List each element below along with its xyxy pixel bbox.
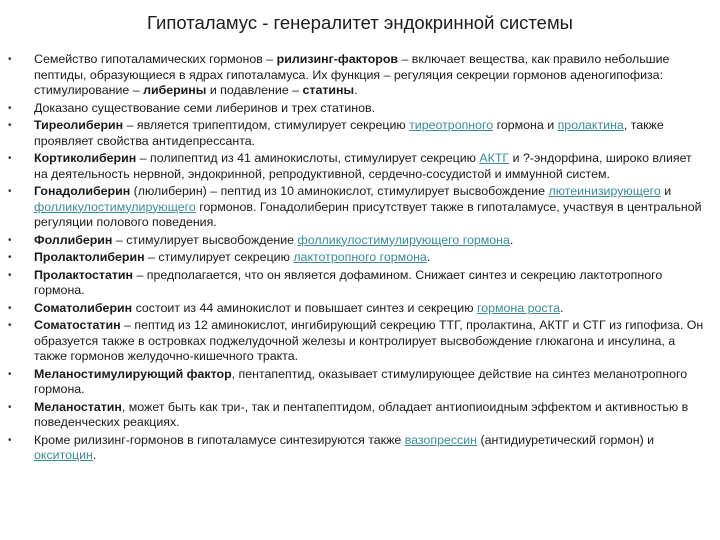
bullet-list bbox=[0, 52, 720, 466]
bullet-icon: • bbox=[8, 368, 12, 380]
bullet-icon: • bbox=[8, 252, 12, 263]
bullet-icon: • bbox=[8, 186, 12, 197]
list-item: • Доказано существование семи либеринов и трех статинов. bbox=[8, 100, 376, 115]
term: статины bbox=[302, 83, 355, 97]
bullet-icon: • bbox=[8, 320, 12, 331]
bullet-icon: • bbox=[8, 102, 12, 114]
list-item: • Гонадолиберин (люлиберин) – пептид из 10 аминокислот, стимулирует высвобождение лютеинизирующего и фолликулостимулирующего гормонов. Гонадолиберин присутствует также в гипоталамусе, участвуя в центральной регуляции полового поведения. bbox=[8, 184, 702, 229]
hyperlink[interactable]: фолликулостимулирующего гормона bbox=[297, 232, 510, 247]
hyperlink[interactable]: лютеинизирующего bbox=[548, 184, 661, 198]
hyperlink[interactable]: лактотропного гормона bbox=[293, 250, 427, 264]
bullet-icon: • bbox=[8, 302, 12, 314]
list-item: • Пролактолиберин – стимулирует секрецию лактотропного гормона. bbox=[8, 250, 431, 264]
list-item: • Кортиколиберин – полипептид из 41 аминокислоты, стимулирует секрецию АКТГ и ?-эндорфина, широко влияет на деятельность нервной, эндокринной, репродуктивной, сердечно-сосудистой и иммунной систем. bbox=[8, 151, 692, 181]
term: рилизинг-факторов bbox=[276, 52, 399, 66]
bullet-icon: • bbox=[8, 434, 12, 446]
term: Гонадолиберин bbox=[34, 184, 131, 198]
term: Тиреолиберин bbox=[34, 118, 124, 132]
term: Кортиколиберин bbox=[34, 151, 137, 165]
hyperlink[interactable]: гормона роста bbox=[476, 300, 560, 315]
term: Пролактолиберин bbox=[34, 250, 145, 264]
term: Соматостатин bbox=[34, 318, 121, 332]
list-item: • Семейство гипоталамических гормонов – рилизинг-факторов – включает вещества, как правило небольшие пептиды, образующиеся в ядрах гипоталамуса. Их функция – регуляция секреции гормонов аденогипофиза: стимулирование – либерины и подавление – статины. bbox=[8, 52, 670, 97]
hyperlink[interactable]: вазопрессин bbox=[404, 432, 478, 447]
hyperlink[interactable]: фолликулостимулирующего bbox=[34, 199, 196, 214]
term: Пролактостатин bbox=[34, 267, 134, 282]
bullet-icon: • bbox=[8, 54, 12, 65]
bullet-icon: • bbox=[8, 401, 12, 413]
list-item: • Соматолиберин состоит из 44 аминокислот и повышает синтез и секрецию гормона роста. bbox=[8, 300, 564, 315]
hyperlink[interactable]: пролактина bbox=[557, 118, 624, 132]
bullet-icon: • bbox=[8, 153, 12, 164]
term: Соматолиберин bbox=[34, 300, 133, 315]
hyperlink[interactable]: окситоцин bbox=[34, 448, 93, 462]
bullet-icon: • bbox=[8, 234, 12, 246]
list-item: • Кроме рилизинг-гормонов в гипоталамусе синтезируются также вазопрессин (антидиуретический гормон) и окситоцин. bbox=[8, 432, 655, 462]
list-item: • Меланостатин, может быть как три-, так и пентапептидом, обладает антиопиоидным эффектом и активностью в поведенческих реакциях. bbox=[8, 399, 689, 429]
term: Фоллиберин bbox=[34, 232, 113, 247]
list-item: • Пролактостатин – предполагается, что он является дофамином. Снижает синтез и секрецию лактотропного гормона. bbox=[8, 267, 663, 297]
bullet-icon: • bbox=[8, 269, 12, 281]
term: Меланостатин bbox=[34, 399, 122, 414]
list-item: • Меланостимулирующий фактор, пентапептид, оказывает стимулирующее действие на синтез меланотропного гормона. bbox=[8, 366, 688, 396]
list-item: • Тиреолиберин – является трипептидом, стимулирует секрецию тиреотропного гормона и пролактина, также проявляет свойства антидепрессанта. bbox=[8, 118, 664, 148]
hyperlink[interactable]: тиреотропного bbox=[409, 118, 494, 132]
bullet-icon: • bbox=[8, 120, 12, 131]
term: либерины bbox=[143, 83, 207, 97]
slide-title: Гипоталамус - генералитет эндокринной системы bbox=[147, 12, 573, 33]
term: Меланостимулирующий фактор bbox=[34, 366, 232, 381]
list-item: • Фоллиберин – стимулирует высвобождение фолликулостимулирующего гормона. bbox=[8, 232, 514, 247]
hyperlink[interactable]: АКТГ bbox=[479, 151, 510, 165]
list-item: • Соматостатин – пептид из 12 аминокислот, ингибирующий секрецию ТТГ, пролактина, АКТГ и СТГ из гипофиза. Он образуется также в островках поджелудочной железы и контролирует высвобождение глюкагона и инсулина, а также гормонов желудочно-кишечного тракта. bbox=[8, 318, 704, 363]
